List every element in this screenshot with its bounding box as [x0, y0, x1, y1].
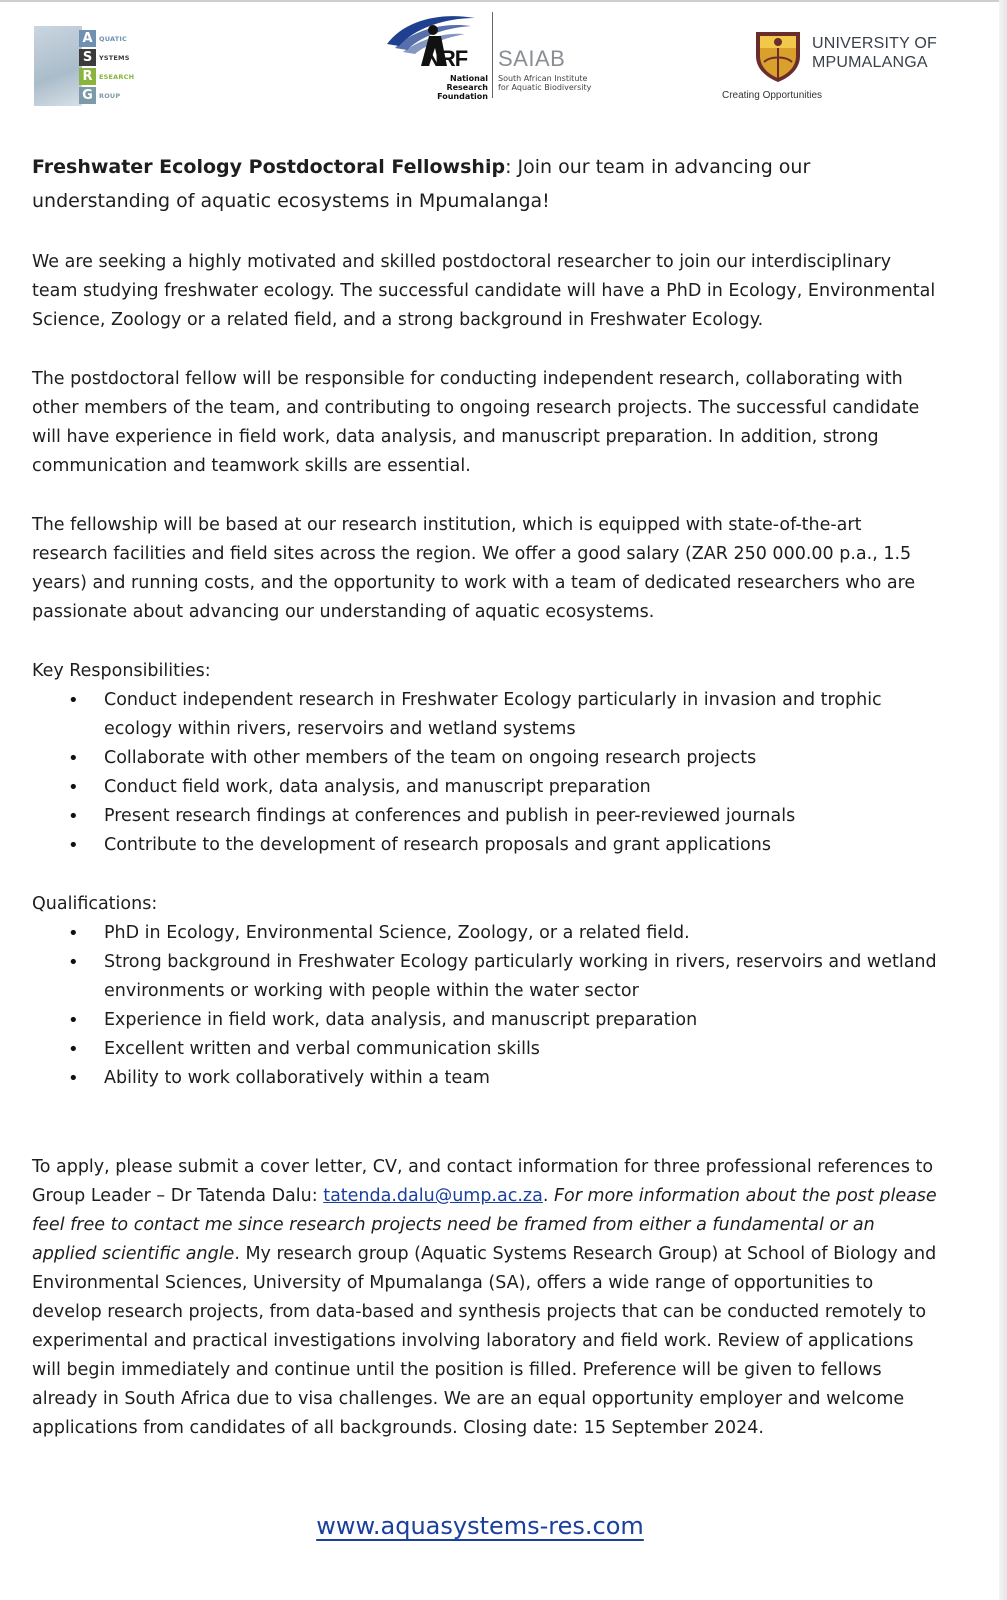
list-item: • Experience in field work, data analysis, and manuscript preparation — [104, 1006, 942, 1035]
asrg-letter-r: R — [79, 68, 96, 85]
list-item: • Excellent written and verbal communication skills — [104, 1035, 942, 1064]
asrg-letter-g: G — [79, 87, 96, 104]
responsibilities-list — [32, 686, 942, 860]
qualifications-title: Qualifications: — [32, 894, 158, 914]
asrg-row-r — [79, 68, 134, 85]
responsibilities-title: Key Responsibilities: — [32, 661, 211, 681]
asrg-logo — [34, 26, 174, 110]
website-footer — [0, 1512, 960, 1540]
apply-text-3: . My research group (Aquatic Systems Research Group) at School of Biology and Environmental Sciences, University of Mpumalanga (SA), offers a wide range of opportunities to develop research projects, from data-based and synthesis projects that can be conducted remotely to experimental and practical investigations involving laboratory and field work. Review of applications will begin immediately and continue until the position is filled. Preference will be given to fellows already in South Africa due to visa challenges. We are an equal opportunity employer and welcome applications from candidates of all backgrounds. Closing date: 15 September 2024. — [32, 1244, 937, 1438]
qualifications-list — [32, 919, 942, 1093]
list-item: • Contribute to the development of research proposals and grant applications — [104, 831, 942, 860]
page-right-edge — [999, 0, 1007, 1600]
nrf-subtitle-line2: Foundation — [437, 92, 488, 101]
ump-name — [812, 34, 937, 72]
apply-text-2: . — [542, 1186, 554, 1206]
ump-name-line2: MPUMALANGA — [812, 54, 928, 71]
asrg-letter-s: S — [79, 49, 96, 66]
asrg-label-a: QUATIC — [99, 34, 127, 43]
intro-heading — [32, 150, 942, 218]
asrg-label-s: YSTEMS — [99, 53, 130, 62]
nrf-subtitle — [410, 74, 488, 101]
document-body — [32, 150, 942, 1473]
ump-name-line1: UNIVERSITY OF — [812, 35, 937, 52]
logo-divider — [492, 12, 493, 98]
list-item: • Strong background in Freshwater Ecology particularly working in rivers, reservoirs and wetland environments or working with people within the water sector — [104, 948, 942, 1006]
list-item: • PhD in Ecology, Environmental Science, Zoology, or a related field. — [104, 919, 942, 948]
ump-logo — [722, 24, 962, 110]
list-item: • Conduct field work, data analysis, and manuscript preparation — [104, 773, 942, 802]
saiab-subtitle — [498, 74, 591, 92]
asrg-label-r: ESEARCH — [99, 72, 135, 81]
fellowship-title: Freshwater Ecology Postdoctoral Fellowship — [32, 156, 506, 178]
paragraph-seeking: We are seeking a highly motivated and skilled postdoctoral researcher to join our interdisciplinary team studying freshwater ecology. The successful candidate will have a PhD in Ecology, Environmental Science, Zoology or a related field, and a strong background in Freshwater Ecology. — [32, 252, 936, 330]
fellowship-subtitle: : Join our team in advancing our understanding of aquatic ecosystems in Mpumalanga! — [32, 156, 811, 212]
asrg-row-s — [79, 49, 130, 66]
asrg-logo-image — [34, 26, 82, 106]
header-logos — [0, 0, 1007, 120]
paragraph-responsibility: The postdoctoral fellow will be responsible for conducting independent research, collaborating with other members of the team, and contributing to ongoing research projects. The successful candidate will have experience in field work, data analysis, and manuscript preparation. In addition, strong communication and teamwork skills are essential. — [32, 369, 920, 476]
apply-text-1: To apply, please submit a cover letter, CV, and contact information for three professional references to Group Leader – Dr Tatenda Dalu: — [32, 1157, 934, 1206]
list-item: • Ability to work collaboratively within a team — [104, 1064, 942, 1093]
apply-paragraph — [32, 1153, 942, 1443]
ump-crest-icon — [752, 28, 804, 84]
nrf-subtitle-line1: National Research — [446, 74, 488, 92]
asrg-label-g: ROUP — [99, 91, 121, 100]
asrg-letter-a: A — [79, 30, 96, 47]
list-item: • Collaborate with other members of the team on ongoing research projects — [104, 744, 942, 773]
saiab-subtitle-line2: for Aquatic Biodiversity — [498, 83, 592, 92]
ump-tagline: Creating Opportunities — [722, 90, 823, 101]
website-link[interactable]: www.aquasystems-res.com — [316, 1512, 644, 1540]
contact-email-link[interactable]: tatenda.dalu@ump.ac.za — [323, 1186, 543, 1206]
asrg-row-a — [79, 30, 127, 47]
paragraph-fellowship: The fellowship will be based at our research institution, which is equipped with state-of-the-art research facilities and field sites across the region. We offer a good salary (ZAR 250 000.00 p.a., 1.5 years) and running costs, and the opportunity to work with a team of dedicated researchers who are passionate about advancing our understanding of aquatic ecosystems. — [32, 515, 916, 622]
list-item: • Present research findings at conferences and publish in peer-reviewed journals — [104, 802, 942, 831]
apply-italic-note: For more information about the post please feel free to contact me since research projects need be framed from either a fundamental or an applied scientific angle — [32, 1186, 937, 1264]
nrf-saiab-logo — [385, 10, 600, 100]
saiab-subtitle-line1: South African Institute — [498, 74, 588, 83]
nrf-wordmark: NRF — [425, 46, 468, 71]
asrg-row-g — [79, 87, 120, 104]
list-item: • Conduct independent research in Freshwater Ecology particularly in invasion and trophic ecology within rivers, reservoirs and wetland systems — [104, 686, 942, 744]
saiab-wordmark: SAIAB — [498, 46, 566, 71]
